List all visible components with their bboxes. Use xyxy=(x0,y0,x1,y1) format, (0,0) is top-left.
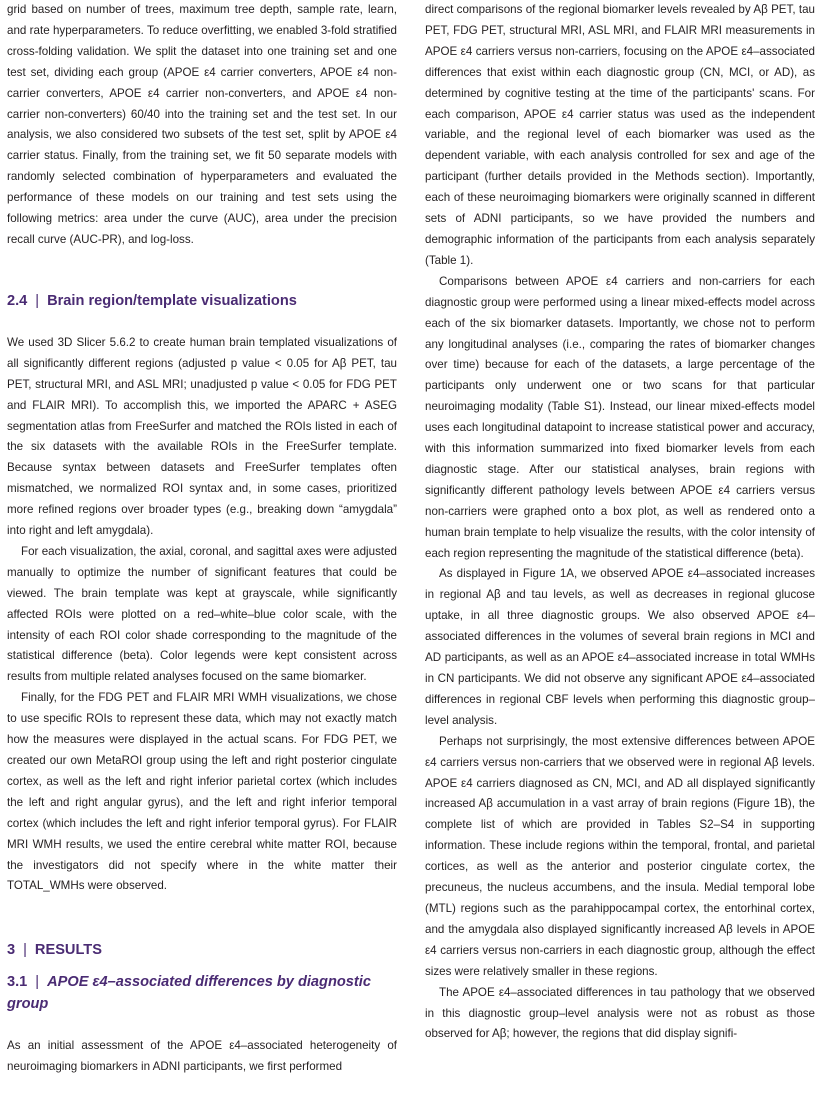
section-title: Brain region/template visualizations xyxy=(47,292,297,309)
section-title: APOE ε4–associated differences by diagnostic group xyxy=(7,974,371,1013)
paragraph-visualization-axes: For each visualization, the axial, coronal, and sagittal axes were adjusted manually to optimize the number of significant features that could be viewed. The brain template was kept at grayscale, while significantly affected ROIs were plotted on a red–white–blue color scale, with the intensity of each ROI color shade corresponding to the magnitude of the statistical difference (beta). Color legends were kept consistent across results from multiple related analyses focused on the same biomarker. xyxy=(7,544,397,684)
paragraph-mixed-effects-model: Comparisons between APOE ε4 carriers and non-carriers for each diagnostic group were performed using a linear mixed-effects model across each of the six biomarker datasets. Importantly, we chose not to perform any longitudinal analyses (i.e., comparing the rates of biomarker changes over time) because for each of the datasets, a large percentage of the participants only underwent one or two scans for that particular neuroimaging modality (Table S1). Instead, our linear mixed-effects model uses each longitudinal datapoint to increase statistical power and accuracy, with this information summarized into fixed biomarker levels from each diagnostic stage. After our statistical analyses, brain regions with significantly different pathology levels between APOE ε4 carriers versus non-carriers were graphed onto a box plot, as well as rendered onto a human brain template to help visualize the results, with the color intensity of each region representing the magnitude of the statistical difference (beta). xyxy=(425,274,815,560)
section-title: RESULTS xyxy=(34,942,102,959)
section-number: 3 xyxy=(7,942,16,959)
paragraph-fdg-flair-rois: Finally, for the FDG PET and FLAIR MRI WMH visualizations, we chose to use specific ROIs to represent these data, which may not exactly match how the measures were displayed in the actual scans. For FDG PET, we created our own MetaROI group using the left and right posterior cingulate cortex, as well as the left and right inferior parietal cortex (which includes the left and right angular gyrus), and the left and right inferior temporal cortex (which includes the left and right inferior temporal gyrus). For FLAIR MRI WMH results, we used the entire cerebral white matter ROI, because the investigators did not specify where in the white matter their TOTAL_WMHs were observed. xyxy=(7,691,397,893)
left-column xyxy=(7,0,397,1078)
section-number: 3.1 xyxy=(7,974,28,991)
section-number: 2.4 xyxy=(7,292,28,309)
paragraph-initial-assessment: As an initial assessment of the APOE ε4–associated heterogeneity of neuroimaging biomarkers in ADNI participants, we first performed xyxy=(7,1039,397,1074)
section-heading-3: 3 | RESULTS xyxy=(7,942,102,959)
paragraph-training-setup: grid based on number of trees, maximum tree depth, sample rate, learn, and rate hyperparameters. To reduce overfitting, we enabled 3-fold stratified cross-folding validation. We split the dataset into one training set and one test set, dividing each group (APOE ε4 carrier converters, APOE ε4 non-carrier converters, APOE ε4 carrier non-converters, and APOE ε4 non-carrier non-converters) 60/40 into the training set and the test set. In our analysis, we also considered two subsets of the test set, split by APOE ε4 carrier status. Finally, from the training set, we fit 50 separate models with randomly selected combination of hyperparameters and evaluated the performance of these models on our training and test sets using the following metrics: area under the curve (AUC), area under the precision recall curve (AUC-PR), and log-loss. xyxy=(7,3,397,246)
paragraph-direct-comparisons: direct comparisons of the regional biomarker levels revealed by Aβ PET, tau PET, FDG PET, structural MRI, ASL MRI, and FLAIR MRI measurements in APOE ε4 carriers versus non-carriers, focusing on the APOE ε4–associated differences that exist within each diagnostic group (CN, MCI, or AD), as determined by cognitive testing at the time of the participants' scans. For each comparison, APOE ε4 carrier status was used as the independent variable, and the regional level of each biomarker was used as the dependent variable, with each analysis controlled for sex and age of the participant (further details provided in the Methods section). Importantly, each of these neuroimaging biomarkers were originally scanned in different sets of ADNI participants, so we have provided the numbers and demographic information of the participants from each analysis separately (Table 1). xyxy=(425,3,815,267)
section-heading-3-1: 3.1 | APOE ε4–associated differences by diagnostic group xyxy=(7,974,371,1013)
paragraph-abeta-differences: Perhaps not surprisingly, the most extensive differences between APOE ε4 carriers versus non-carriers that we observed were in regional Aβ levels. APOE ε4 carriers diagnosed as CN, MCI, and AD all displayed significantly increased Aβ accumulation in a vast array of brain regions (Figure 1B), the complete list of which are provided in Tables S2–S4 in supporting information. These include regions within the temporal, frontal, and parietal cortices, as well as the anterior and posterior cingulate cortex, the precuneus, the nucleus accumbens, and the insula. Medial temporal lobe (MTL) regions such as the parahippocampal cortex, the entorhinal cortex, and the amygdala also displayed significantly increased Aβ levels in APOE ε4 carriers versus non-carriers in each diagnostic group, although the effect sizes were relatively smaller in these regions. xyxy=(425,734,815,978)
paragraph-tau-differences: The APOE ε4–associated differences in tau pathology that we observed in this diagnostic group–level analysis were not as robust as those observed for Aβ; however, the regions that did display signifi- xyxy=(425,985,815,1041)
right-column xyxy=(425,0,815,1045)
section-heading-2-4: 2.4 | Brain region/template visualizations xyxy=(7,292,297,309)
paragraph-3d-slicer: We used 3D Slicer 5.6.2 to create human brain templated visualizations of all significantly different regions (adjusted p value < 0.05 for Aβ PET, tau PET, structural MRI, and ASL MRI; unadjusted p value < 0.05 for FDG PET and FLAIR MRI). To accomplish this, we imported the APARC + ASEG segmentation atlas from FreeSurfer and matched the ROIs listed in each of the six datasets with the available ROIs in the FreeSurfer template. Because syntax between datasets and FreeSurfer templates often mismatched, we normalized ROI syntax and, in some cases, prioritized more refined regions over broader types (e.g., breaking down “amygdala” into right and left amygdala). xyxy=(7,335,397,538)
paragraph-figure-1a-results: As displayed in Figure 1A, we observed APOE ε4–associated increases in regional Aβ and tau levels, as well as decreases in regional glucose uptake, in all three diagnostic groups. We also observed APOE ε4–associated differences in the volumes of several brain regions in MCI and AD participants, as well as an APOE ε4–associated increase in total WMHs in CN participants. We did not observe any significant APOE ε4–associated differences in regional CBF levels when performing this diagnostic group–level analysis. xyxy=(425,567,815,727)
